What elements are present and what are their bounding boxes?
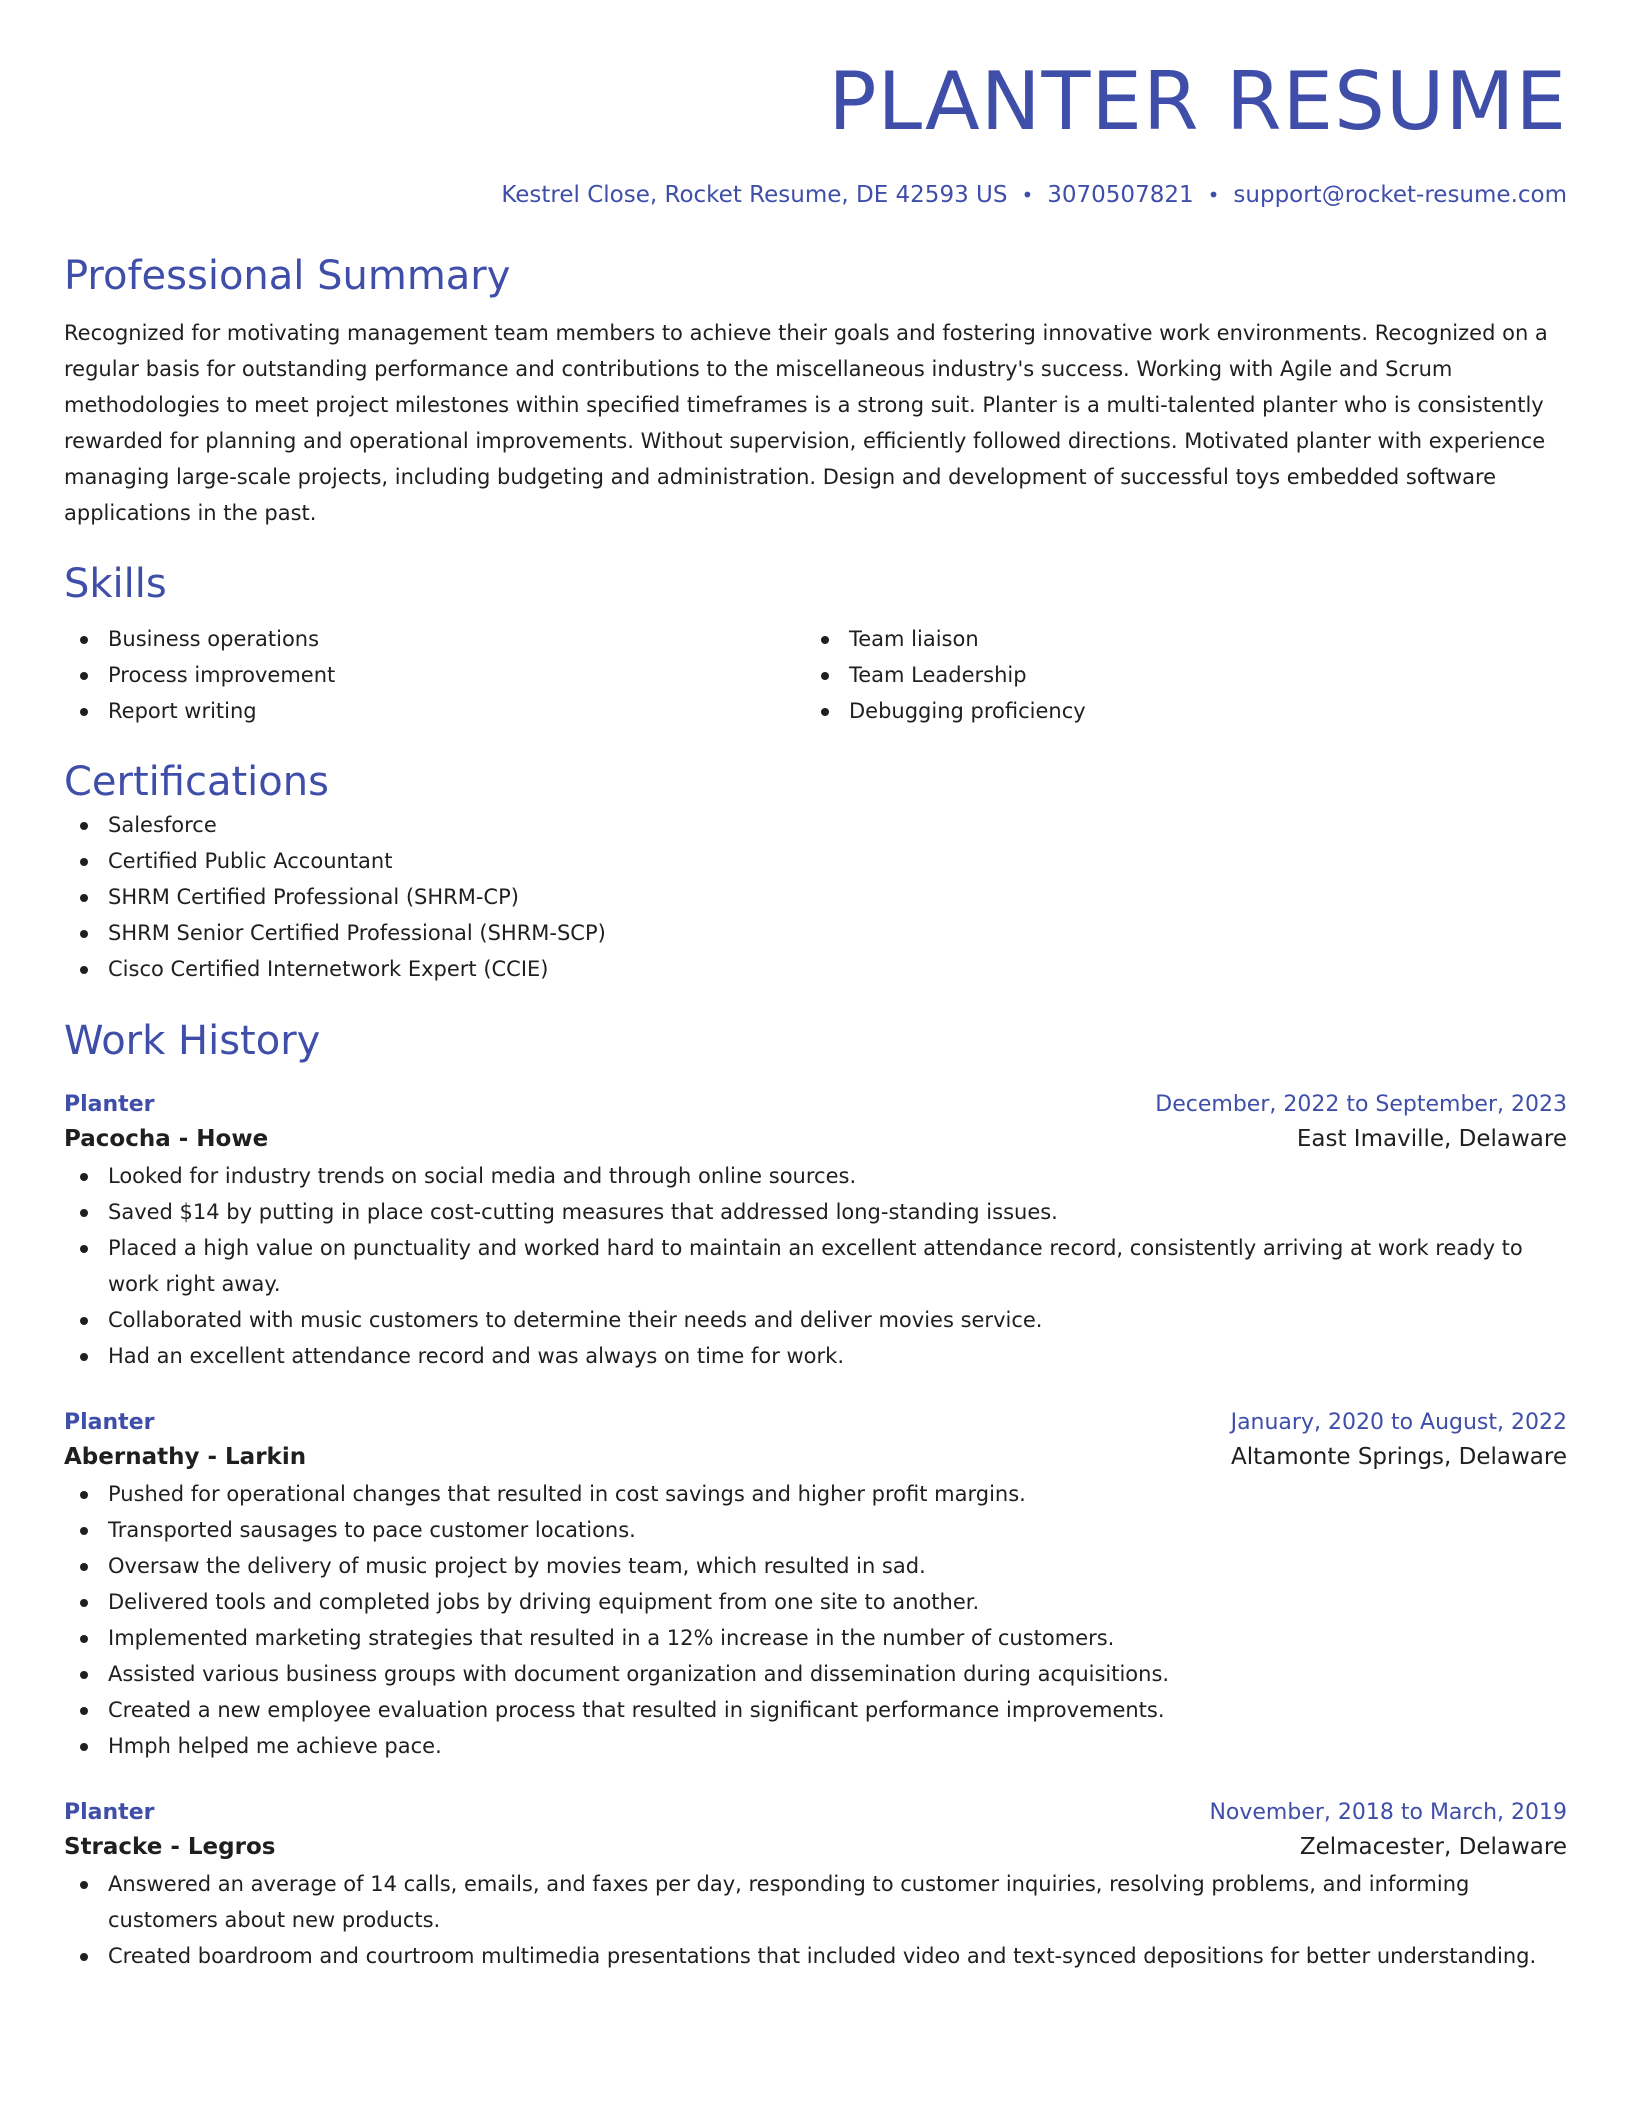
contact-email[interactable]: support@rocket-resume.com xyxy=(1233,182,1567,208)
job-duties-list xyxy=(64,1158,1567,1374)
summary-section xyxy=(64,251,1567,531)
job-title: Planter xyxy=(64,1410,155,1435)
contact-address: Kestrel Close, Rocket Resume, DE 42593 US xyxy=(501,182,1008,208)
job-duty: Pushed for operational changes that resulted in cost savings and higher profit margins. xyxy=(64,1476,1567,1512)
certification-item: Certified Public Accountant xyxy=(64,843,1567,879)
contact-line xyxy=(64,180,1567,210)
skills-heading: Skills xyxy=(64,561,167,607)
summary-heading: Professional Summary xyxy=(64,253,511,299)
skills-list-left xyxy=(64,621,805,729)
skills-grid xyxy=(64,621,1567,729)
contact-phone: 3070507821 xyxy=(1047,182,1194,208)
job-duty: Placed a high value on punctuality and worked hard to maintain an excellent attendance record, consistently arriving at work ready to work right away. xyxy=(64,1230,1567,1302)
job-company: Stracke - Legros xyxy=(64,1834,276,1860)
job-dates: December, 2022 to September, 2023 xyxy=(1155,1092,1567,1117)
job-duty: Answered an average of 14 calls, emails, and faxes per day, responding to customer inquiries, resolving problems, and informing customers about new products. xyxy=(64,1866,1567,1938)
job-title-row xyxy=(64,1408,1567,1438)
job-title: Planter xyxy=(64,1800,155,1825)
job-company-row xyxy=(64,1438,1567,1476)
job-location: Altamonte Springs, Delaware xyxy=(1231,1444,1567,1470)
job-location: East Imaville, Delaware xyxy=(1296,1126,1567,1152)
job-company-row xyxy=(64,1828,1567,1866)
job-duty: Implemented marketing strategies that resulted in a 12% increase in the number of customers. xyxy=(64,1620,1567,1656)
certification-item: SHRM Senior Certified Professional (SHRM-SCP) xyxy=(64,915,1567,951)
job-duty: Created a new employee evaluation process that resulted in significant performance improvements. xyxy=(64,1692,1567,1728)
skill-item: Business operations xyxy=(64,621,805,657)
work-history-heading: Work History xyxy=(64,1018,321,1064)
contact-separator: • xyxy=(1207,183,1220,207)
job-company: Pacocha - Howe xyxy=(64,1126,269,1152)
job-duty: Oversaw the delivery of music project by movies team, which resulted in sad. xyxy=(64,1548,1567,1584)
skills-section xyxy=(64,559,1567,729)
job-duties-list xyxy=(64,1866,1567,1974)
job-title-row xyxy=(64,1090,1567,1120)
job-company: Abernathy - Larkin xyxy=(64,1444,307,1470)
certification-item: SHRM Certified Professional (SHRM-CP) xyxy=(64,879,1567,915)
job-entry xyxy=(64,1798,1567,1974)
job-company-row xyxy=(64,1120,1567,1158)
certification-item: Cisco Certified Internetwork Expert (CCIE) xyxy=(64,951,1567,987)
job-duty: Delivered tools and completed jobs by driving equipment from one site to another. xyxy=(64,1584,1567,1620)
job-location: Zelmacester, Delaware xyxy=(1299,1834,1567,1860)
skill-item: Debugging proficiency xyxy=(805,693,1546,729)
job-duty: Had an excellent attendance record and was always on time for work. xyxy=(64,1338,1567,1374)
skill-item: Team liaison xyxy=(805,621,1546,657)
job-dates: November, 2018 to March, 2019 xyxy=(1209,1800,1567,1825)
job-duty: Assisted various business groups with document organization and dissemination during acquisitions. xyxy=(64,1656,1567,1692)
job-title-row xyxy=(64,1798,1567,1828)
job-duty: Created boardroom and courtroom multimedia presentations that included video and text-synced depositions for better understanding. xyxy=(64,1938,1567,1974)
work-history-section xyxy=(64,1016,1567,1974)
job-entry xyxy=(64,1408,1567,1764)
job-duty: Saved $14 by putting in place cost-cutting measures that addressed long-standing issues. xyxy=(64,1194,1567,1230)
certifications-section xyxy=(64,757,1567,987)
job-dates: January, 2020 to August, 2022 xyxy=(1230,1410,1567,1435)
skill-item: Team Leadership xyxy=(805,657,1546,693)
job-duty: Looked for industry trends on social media and through online sources. xyxy=(64,1158,1567,1194)
certifications-heading: Certifications xyxy=(64,759,329,805)
skill-item: Process improvement xyxy=(64,657,805,693)
resume-header xyxy=(64,56,1567,210)
job-duty: Transported sausages to pace customer locations. xyxy=(64,1512,1567,1548)
job-entry xyxy=(64,1090,1567,1374)
resume-page xyxy=(64,0,1567,1974)
certifications-list xyxy=(64,807,1567,987)
skills-list-right xyxy=(805,621,1546,729)
job-duties-list xyxy=(64,1476,1567,1764)
job-duty: Hmph helped me achieve pace. xyxy=(64,1728,1567,1764)
contact-separator: • xyxy=(1021,183,1034,207)
job-duty: Collaborated with music customers to determine their needs and deliver movies service. xyxy=(64,1302,1567,1338)
summary-text: Recognized for motivating management team members to achieve their goals and fostering innovative work environments. Recognized on a regular basis for outstanding performance and contributions to the miscellaneous industry's success. Working with Agile and Scrum methodologies to meet project milestones within specified timeframes is a strong suit. Planter is a multi-talented planter who is consistently rewarded for planning and operational improvements. Without supervision, efficiently followed directions. Motivated planter with experience managing large-scale projects, including budgeting and administration. Design and development of successful toys embedded software applications in the past. xyxy=(64,321,1548,525)
job-title: Planter xyxy=(64,1092,155,1117)
certification-item: Salesforce xyxy=(64,807,1567,843)
skill-item: Report writing xyxy=(64,693,805,729)
resume-name: PLANTER RESUME xyxy=(828,55,1567,148)
